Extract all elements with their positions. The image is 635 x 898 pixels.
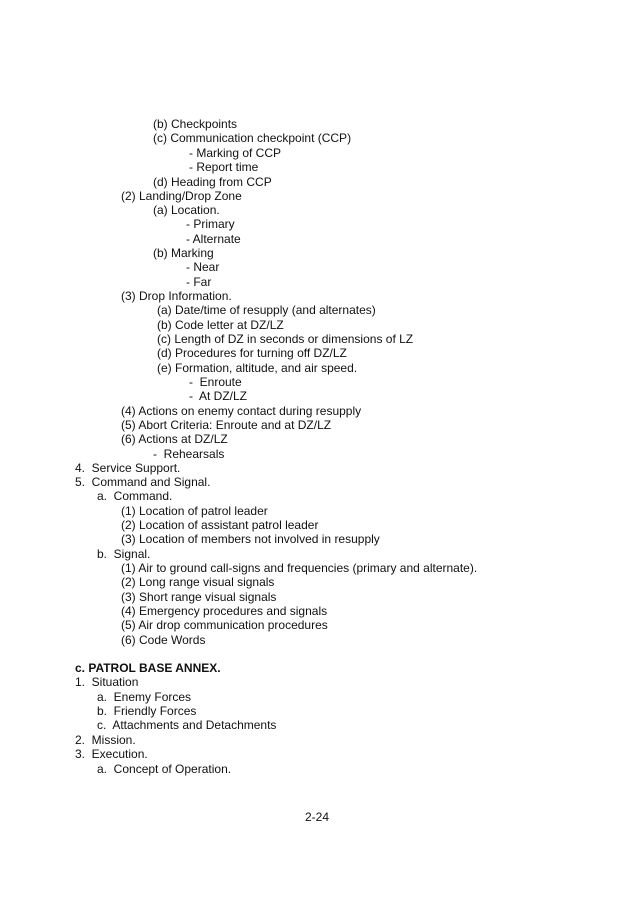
outline-line: (d) Procedures for turning off DZ/LZ (157, 346, 347, 360)
outline-line: b. Friendly Forces (97, 704, 197, 718)
outline-line: (2) Location of assistant patrol leader (121, 518, 319, 532)
outline-line: a. Command. (97, 489, 173, 503)
outline-line: (3) Drop Information. (121, 289, 232, 303)
outline-line: (2) Long range visual signals (121, 575, 275, 589)
outline-line: (e) Formation, altitude, and air speed. (157, 361, 358, 375)
outline-line: (a) Date/time of resupply (and alternates) (157, 303, 376, 317)
outline-line: (a) Location. (153, 203, 220, 217)
outline-line: - Marking of CCP (189, 146, 282, 160)
outline-line: - Primary (186, 217, 235, 231)
outline-line: (6) Code Words (121, 633, 206, 647)
outline-line: - Report time (189, 160, 259, 174)
outline-line: (1) Air to ground call-signs and frequencies (primary and alternate). (121, 561, 478, 575)
outline-line: (4) Actions on enemy contact during resupply (121, 404, 362, 418)
outline-line: b. Signal. (97, 547, 151, 561)
outline-line: 2. Mission. (75, 733, 136, 747)
outline-line: a. Concept of Operation. (97, 762, 232, 776)
outline-line: c. Attachments and Detachments (97, 718, 277, 732)
outline-line: - Enroute (189, 375, 242, 389)
outline-line: - At DZ/LZ (189, 389, 248, 403)
outline-line: (d) Heading from CCP (153, 175, 272, 189)
outline-line: (b) Checkpoints (153, 117, 238, 131)
section-heading: c. PATROL BASE ANNEX. (75, 661, 221, 675)
outline-line: - Alternate (186, 232, 241, 246)
outline-line: a. Enemy Forces (97, 690, 192, 704)
outline-line: (c) Communication checkpoint (CCP) (153, 131, 352, 145)
outline-line: (4) Emergency procedures and signals (121, 604, 328, 618)
outline-line: (5) Abort Criteria: Enroute and at DZ/LZ (121, 418, 332, 432)
outline-line: (3) Location of members not involved in resupply (121, 532, 380, 546)
outline-line: (b) Code letter at DZ/LZ (157, 318, 284, 332)
outline-line: 5. Command and Signal. (75, 475, 211, 489)
outline-line: - Far (186, 275, 212, 289)
outline-line: (c) Length of DZ in seconds or dimensions of LZ (157, 332, 414, 346)
outline-line: (b) Marking (153, 246, 214, 260)
outline-line: (1) Location of patrol leader (121, 504, 268, 518)
outline-line: (3) Short range visual signals (121, 590, 277, 604)
outline-line: - Rehearsals (153, 447, 225, 461)
outline-line: - Near (186, 260, 220, 274)
outline-line: (5) Air drop communication procedures (121, 618, 328, 632)
outline-line: 3. Execution. (75, 747, 148, 761)
outline-line: (2) Landing/Drop Zone (121, 189, 242, 203)
page-number: 2-24 (305, 810, 330, 824)
outline-line: 1. Situation (75, 675, 139, 689)
outline-line: 4. Service Support. (75, 461, 181, 475)
outline-line: (6) Actions at DZ/LZ (121, 432, 228, 446)
